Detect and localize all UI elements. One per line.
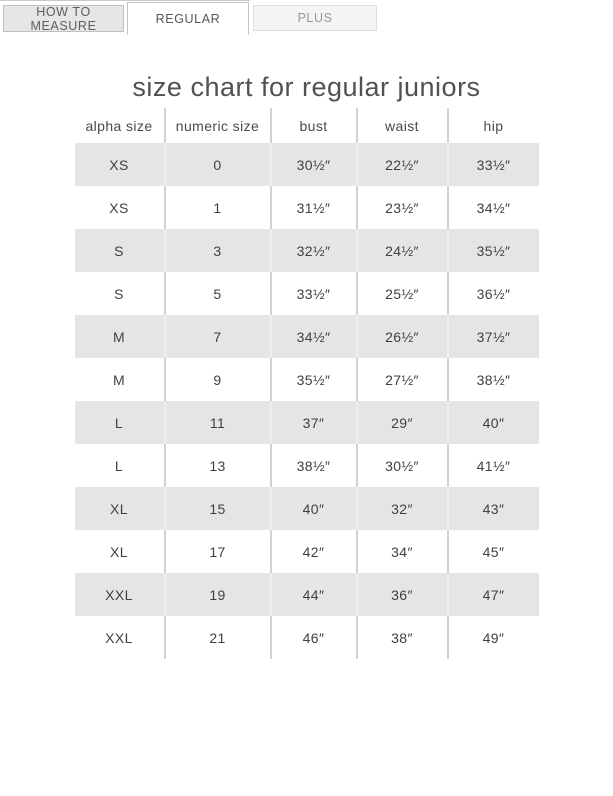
- table-row: [75, 401, 539, 444]
- cell-alpha-size: S: [114, 285, 124, 302]
- cell-waist: 25½″: [357, 272, 448, 315]
- tab-regular[interactable]: REGULAR: [127, 2, 249, 35]
- tab-bar: [0, 0, 613, 36]
- cell-hip: 41½″: [448, 444, 539, 487]
- cell-bust: 30½″: [271, 143, 357, 186]
- column-header-hip: hip: [448, 108, 539, 143]
- table-row: [75, 487, 539, 530]
- column-header-waist: waist: [357, 108, 448, 143]
- tab-how-to-measure[interactable]: HOW TO MEASURE: [3, 5, 124, 32]
- table-row: [75, 358, 539, 401]
- cell-hip: 40″: [448, 401, 539, 444]
- cell-numeric-size: 11: [165, 401, 271, 444]
- cell-waist: 36″: [357, 573, 448, 616]
- cell-hip: 37½″: [448, 315, 539, 358]
- table-row: [75, 444, 539, 487]
- cell-bust: 37″: [271, 401, 357, 444]
- cell-bust: 34½″: [271, 315, 357, 358]
- cell-hip: 36½″: [448, 272, 539, 315]
- table-row: [75, 315, 539, 358]
- cell-alpha-size: L: [114, 457, 124, 474]
- cell-alpha-size: XS: [109, 199, 129, 216]
- cell-alpha-size: M: [75, 315, 165, 358]
- cell-waist: 23½″: [357, 186, 448, 229]
- page-title: size chart for regular juniors: [132, 72, 481, 102]
- table-row: [75, 573, 539, 616]
- cell-waist: 22½″: [357, 143, 448, 186]
- cell-waist: 27½″: [357, 358, 448, 401]
- cell-bust: 46″: [271, 616, 357, 659]
- cell-numeric-size: 19: [165, 573, 271, 616]
- cell-alpha-size: XXL: [105, 629, 133, 646]
- table-row: [75, 229, 539, 272]
- cell-hip: 33½″: [448, 143, 539, 186]
- table-row: [75, 616, 539, 659]
- cell-numeric-size: 21: [165, 616, 271, 659]
- cell-alpha-size: XL: [110, 543, 128, 560]
- cell-alpha-size: XL: [75, 487, 165, 530]
- cell-bust: 42″: [271, 530, 357, 573]
- cell-numeric-size: 3: [165, 229, 271, 272]
- column-header-alpha-size: alpha size: [85, 117, 153, 134]
- cell-bust: 38½″: [271, 444, 357, 487]
- cell-bust: 31½″: [271, 186, 357, 229]
- table-row: [75, 272, 539, 315]
- table-row: [75, 143, 539, 186]
- tab-plus[interactable]: PLUS: [253, 5, 377, 31]
- table-header-row: [75, 108, 539, 143]
- cell-alpha-size: L: [75, 401, 165, 444]
- cell-waist: 38″: [357, 616, 448, 659]
- cell-hip: 47″: [448, 573, 539, 616]
- cell-hip: 38½″: [448, 358, 539, 401]
- cell-waist: 29″: [357, 401, 448, 444]
- cell-hip: 34½″: [448, 186, 539, 229]
- column-header-numeric-size: numeric size: [165, 108, 271, 143]
- cell-alpha-size: S: [75, 229, 165, 272]
- cell-numeric-size: 5: [165, 272, 271, 315]
- cell-bust: 32½″: [271, 229, 357, 272]
- cell-numeric-size: 9: [165, 358, 271, 401]
- cell-numeric-size: 15: [165, 487, 271, 530]
- cell-numeric-size: 0: [165, 143, 271, 186]
- cell-hip: 45″: [448, 530, 539, 573]
- cell-hip: 43″: [448, 487, 539, 530]
- cell-waist: 30½″: [357, 444, 448, 487]
- cell-hip: 35½″: [448, 229, 539, 272]
- cell-waist: 24½″: [357, 229, 448, 272]
- cell-numeric-size: 1: [165, 186, 271, 229]
- cell-alpha-size: XXL: [75, 573, 165, 616]
- cell-numeric-size: 17: [165, 530, 271, 573]
- size-chart-table: [75, 108, 539, 659]
- cell-alpha-size: M: [112, 371, 126, 388]
- cell-numeric-size: 7: [165, 315, 271, 358]
- cell-waist: 26½″: [357, 315, 448, 358]
- cell-bust: 40″: [271, 487, 357, 530]
- cell-numeric-size: 13: [165, 444, 271, 487]
- table-row: [75, 530, 539, 573]
- table-row: [75, 186, 539, 229]
- cell-alpha-size: XS: [75, 143, 165, 186]
- cell-bust: 35½″: [271, 358, 357, 401]
- cell-waist: 34″: [357, 530, 448, 573]
- cell-hip: 49″: [448, 616, 539, 659]
- column-header-bust: bust: [271, 108, 357, 143]
- cell-waist: 32″: [357, 487, 448, 530]
- cell-bust: 44″: [271, 573, 357, 616]
- cell-bust: 33½″: [271, 272, 357, 315]
